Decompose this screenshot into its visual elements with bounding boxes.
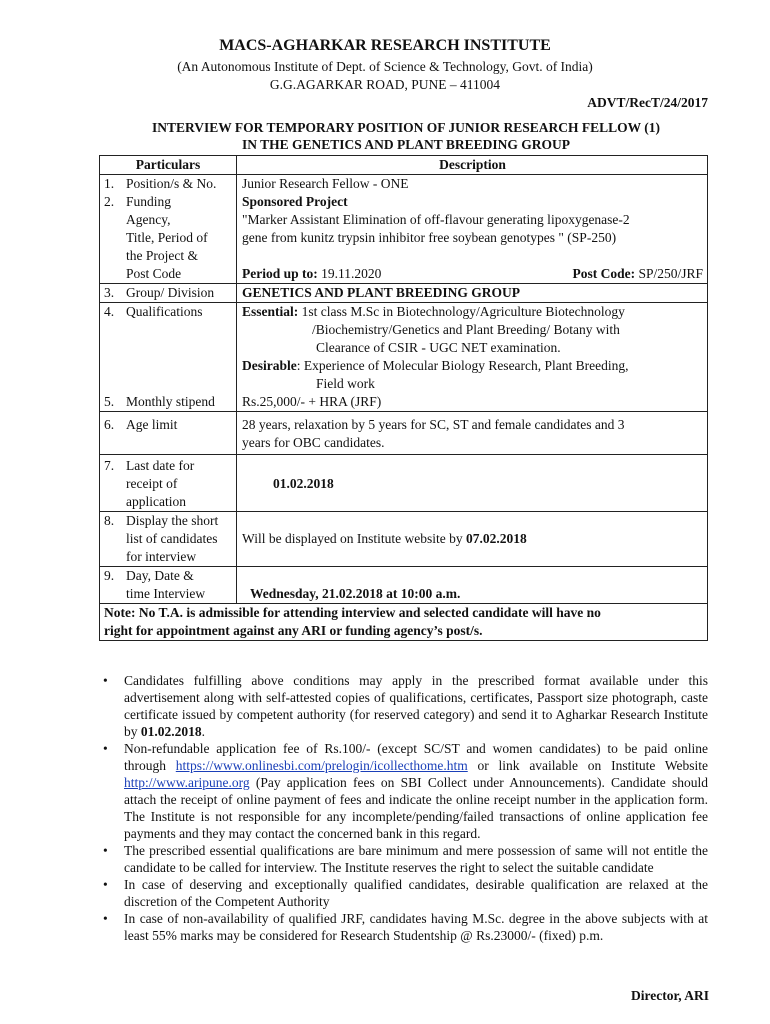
table-row: 2. Funding Agency, Title, Period of the Project & Post Code Sponsored Project "Marker Assistant Elimination of off-flavour generating lipoxygenase-2 gene from kunitz trypsin inhibitor free soybean genotypes " (SP-250) Period up to: 19.11.2020 Post Code: SP/250/JRF (100, 193, 708, 284)
bullet-icon: • (103, 741, 108, 756)
table-row: 7. Last date for receipt of application 01.02.2018 (100, 455, 708, 512)
interview-heading-line2: IN THE GENETICS AND PLANT BREEDING GROUP (241, 137, 571, 152)
table-row: 8. Display the short list of candidates for interview Will be displayed on Institute website by 07.02.2018 (100, 512, 708, 567)
table-row: 4. Qualifications Essential: 1st class M.Sc in Biotechnology/Agriculture Biotechnology /Biochemistry/Genetics and Plant Breeding/ Botany with Clearance of CSIR - UGC NET examination. Desirable: Experience of Molecular Biology Research, Plant Breeding, Field work (100, 303, 708, 394)
description-header: Description (439, 157, 506, 172)
note-line1: Note: No T.A. is admissible for attending interview and selected candidate will have no (104, 605, 601, 620)
row-label: Display the short (126, 513, 219, 528)
row-value: Junior Research Fellow - ONE (237, 175, 708, 194)
interview-datetime: Wednesday, 21.02.2018 at 10:00 a.m. (237, 567, 708, 604)
table-row: 3. Group/ Division GENETICS AND PLANT BREEDING GROUP (100, 284, 708, 303)
particulars-table (99, 155, 708, 641)
project-type: Sponsored Project (242, 194, 348, 209)
period-and-post-code: Period up to: 19.11.2020 Post Code: SP/250/JRF (242, 266, 703, 281)
list-item: • The prescribed essential qualifications are bare minimum and mere possession of same will not entitle the candidate to be called for interview. The Institute reserves the right to select the suitable candidate (103, 843, 708, 875)
bullet-icon: • (103, 673, 108, 688)
note-row (100, 604, 708, 641)
institute-address: G.G.AGARKAR ROAD, PUNE – 411004 (269, 77, 501, 92)
particulars-header: Particulars (100, 156, 237, 175)
bullet-icon: • (103, 911, 108, 926)
row-label: Monthly stipend (126, 394, 215, 409)
aripune-link[interactable]: http://www.aripune.org (124, 775, 250, 790)
row-value: GENETICS AND PLANT BREEDING GROUP (237, 284, 708, 303)
project-title-line2: gene from kunitz trypsin inhibitor free soybean genotypes " (SP-250) (242, 230, 617, 245)
row-label: Group/ Division (126, 285, 215, 300)
instructions-list (101, 672, 708, 944)
last-date-value: 01.02.2018 (237, 455, 708, 512)
table-row: 9. Day, Date & time Interview Wednesday, 21.02.2018 at 10:00 a.m. (100, 567, 708, 604)
note-line2: right for appointment against any ARI or funding agency’s post/s. (104, 623, 483, 638)
advertisement-number: ADVT/RecT/24/2017 (587, 95, 708, 110)
list-item: • Non-refundable application fee of Rs.100/- (except SC/ST and women candidates) to be paid online through https://www.onlinesbi.com/prelogin/icollecthome.htm or link available on Institute Website http://www.aripune.org (Pay application fees on SBI Collect under Announcements). Candidate should attach the receipt of online payment of fees and indicate the online receipt number in the application form. The Institute is not responsible for any incomplete/pending/failed transactions of online application fee payments and they may contact the concerned bank in this regard. (103, 741, 709, 841)
period-value: 19.11.2020 (317, 266, 382, 281)
row-label: Qualifications (126, 304, 203, 319)
onlinesbi-link[interactable]: https://www.onlinesbi.com/prelogin/icollecthome.htm (175, 758, 468, 773)
row-label: Age limit (126, 417, 178, 432)
row-value: Rs.25,000/- + HRA (JRF) (242, 394, 382, 409)
row-label: Funding (126, 194, 172, 209)
list-item: • Candidates fulfilling above conditions may apply in the prescribed format available under this advertisement along with self-attested copies of qualifications, certificates, Passport size photograph, caste certificate issued by competent authority (for reserved category) and send it to Agharkar Research Institute by 01.02.2018. (103, 673, 708, 739)
signature: Director, ARI (631, 988, 709, 1003)
institute-title: MACS-AGHARKAR RESEARCH INSTITUTE (219, 37, 551, 54)
row-label: Position/s & No. (126, 176, 217, 191)
table-header-row (100, 156, 708, 175)
bullet-icon: • (103, 843, 108, 858)
bullet-icon: • (103, 877, 108, 892)
post-code-value: SP/250/JRF (635, 266, 703, 281)
display-date: 07.02.2018 (466, 531, 527, 546)
table-row: 6. Age limit 28 years, relaxation by 5 years for SC, ST and female candidates and 3 years for OBC candidates. (100, 412, 708, 455)
interview-heading-line1: INTERVIEW FOR TEMPORARY POSITION OF JUNIOR RESEARCH FELLOW (1) (151, 120, 661, 135)
desirable-qualification: Desirable: Experience of Molecular Biology Research, Plant Breeding, (242, 358, 629, 373)
list-item: • In case of non-availability of qualified JRF, candidates having M.Sc. degree in the above subjects with at least 55% marks may be considered for Research Studentship @ Rs.23000/- (fixed) p.m. (103, 911, 708, 943)
table-row: 5. Monthly stipend Rs.25,000/- + HRA (JRF) (100, 393, 708, 412)
list-item: • In case of deserving and exceptionally qualified candidates, desirable qualification are relaxed at the discretion of the Competent Authority (103, 877, 708, 909)
row-label: Day, Date & (126, 568, 194, 583)
institute-subtitle: (An Autonomous Institute of Dept. of Science & Technology, Govt. of India) (177, 59, 593, 74)
project-title-line1: "Marker Assistant Elimination of off-flavour generating lipoxygenase-2 (242, 212, 630, 227)
essential-qualification: Essential: 1st class M.Sc in Biotechnology/Agriculture Biotechnology (242, 304, 625, 319)
table-row: 1. Position/s & No. Junior Research Fellow - ONE (100, 175, 708, 194)
row-label: Last date for (126, 458, 195, 473)
